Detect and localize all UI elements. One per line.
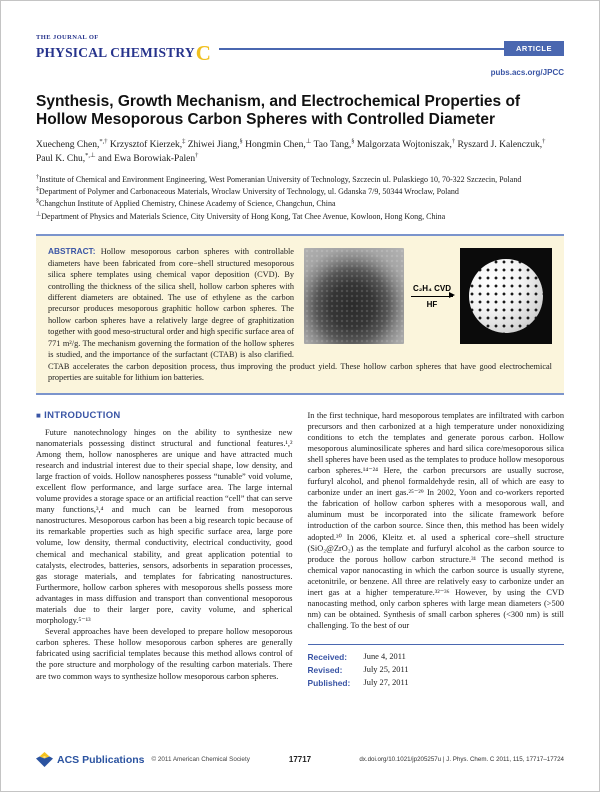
author-affiliation-mark: §: [239, 138, 243, 146]
author-affiliation-mark: *,†: [99, 138, 108, 146]
article-history-box: [308, 644, 565, 689]
affiliation-mark: †: [36, 174, 39, 181]
affiliation-text: Department of Polymer and Carbonaceous Materials, Wroclaw University of Technology, ul. Gdanska 7/9, 50344 Wroclaw, Poland: [39, 187, 459, 197]
affiliation: [36, 211, 564, 223]
page-header: [36, 35, 564, 64]
acs-publications-logo[interactable]: [36, 752, 250, 767]
journal-logo: [36, 35, 211, 64]
page-footer: [36, 752, 564, 767]
received-row: [308, 651, 565, 664]
abstract-text-wrap: Hollow mesoporous carbon spheres with controllable diameters have been fabricated from core−shell structured mesoporous silica sphere templates using chemical vapor deposition (CVD). By controlling the thickness of the silica shell, hollow carbon spheres with different diameters are obtained. The use of ethylene as the carbon precursor produces mesoporous graphitic hollow carbon spheres. The hollow carbon spheres have a relatively large degree of graphitization together with good meso-structural order and high specific: [48, 247, 294, 337]
right-column: [308, 410, 565, 690]
author-affiliation-mark: ‡: [182, 138, 186, 146]
body-columns: [36, 410, 564, 690]
header-rule: [219, 35, 564, 59]
revised-date: July 25, 2011: [363, 665, 409, 674]
affiliation-text: Changchun Institute of Applied Chemistry, Chinese Academy of Science, Changchun, China: [39, 199, 336, 209]
doi-citation[interactable]: dx.doi.org/10.1021/jp205257u | J. Phys. Chem. C 2011, 115, 17717–17724: [359, 756, 564, 763]
affiliation: [36, 186, 564, 198]
author-name: and Ewa Borowiak-Palen: [95, 153, 196, 164]
affiliation: [36, 174, 564, 186]
introduction-heading: [36, 410, 293, 421]
affiliation-text: Institute of Chemical and Environment Engineering, West Pomeranian University of Technology, Szczecin ul. Pulaskiego 10, 70-322 Szczecin, Poland: [39, 174, 522, 184]
introduction-heading-label: INTRODUCTION: [44, 409, 121, 421]
author-name: Zhiwei Jiang,: [185, 140, 240, 151]
affiliation-mark: ⊥: [36, 211, 42, 218]
published-date: July 27, 2011: [363, 677, 409, 687]
author-name: Xuecheng Chen,: [36, 140, 100, 151]
author-name: Hongmin Chen,: [242, 140, 306, 151]
author-affiliation-mark: †: [451, 138, 456, 146]
article-type-badge: ARTICLE: [504, 41, 564, 56]
paper-title: Synthesis, Growth Mechanism, and Electrochemical Properties of Hollow Mesoporous Carbon Spheres with Controlled Diameter: [36, 92, 521, 128]
author-name: Paul K. Chu,: [36, 153, 86, 164]
author-affiliation-mark: *,⊥: [85, 151, 96, 159]
received-label: Received:: [307, 652, 348, 663]
author-list: [36, 139, 564, 167]
revised-row: [308, 664, 565, 677]
acs-diamond-icon: [36, 752, 53, 767]
copyright-text: © 2011 American Chemical Society: [151, 756, 250, 763]
author-name: Ryszard J. Kalenczuk,: [455, 140, 543, 151]
abstract-text-continued: surface area of 771 m²/g. The mechanism governing the formation of the hollow spheres is studied, and the importance of the surfactant (CTAB) is also clarified. CTAB accelerates the carbon deposition process, thus improving the product yield. These hollow carbon spheres that have good electrochemical properties are suitable for lithium ion batteries.: [48, 327, 552, 383]
author-affiliation-mark: §: [351, 138, 355, 146]
author-affiliation-mark: †: [542, 138, 546, 146]
tem-sphere-image: [304, 248, 404, 344]
intro-paragraph-2: Several approaches have been developed to prepare hollow mesoporous carbon spheres. These hollow mesoporous carbon spheres are generally fabricated using sacrificial templates because this method allows control of the pore structure and morphology of the resulting carbon materials. There are two common ways to synthesize hollow mesoporous carbon spheres.: [36, 627, 293, 681]
intro-paragraph-3: In the first technique, hard mesoporous templates are infiltrated with carbon precursors and then carbonized at a high temperature under nonoxidizing conditions to etch the templates and generate porous carbon. Hollow mesoporous aluminosilicate spheres and hard silica core/mesoporous silica shell spheres have been used as the templates to produce hollow mesoporous carbon spheres.¹⁴⁻²⁴ Here, the carbon precursors are usually sucrose, furfuryl alcohol, and phenol formaldehyde resin, all of which are easy to carbonize under an inert gas.²⁵⁻²⁹ In 2002, Yoon and co-workers reported the fabrication of hollow carbon spheres with a mesoporous wall, and aluminum must be incorporated into the silicate framework before introduction of the carbon source. Since then, this method has been widely adopted.³⁰ In 2006, Kleitz et. al used a spherical core−shell structure (SiO₂@ZrO₂) as the template and furfuryl alcohol as the carbon source to produce the porous hollow carbon structure.³¹ The second method is chemical vapor nanocasting in which the carbon source is usually styrene, acetonitrile, or benzene. All three are relatively easy to carbonize under an inert gas at a higher temperature.³²⁻³⁶ However, by using the CVD nanocasting method, only carbon spheres with large mean diameters (>500 nm) can be obtained. Synthesis of small carbon spheres (<300 nm) is still challenging. To the best of our: [307, 410, 565, 631]
abstract-label: ABSTRACT:: [48, 246, 96, 257]
author-name: Krzysztof Kierzek,: [107, 140, 183, 151]
author-name: Malgorzata Wojtoniszak,: [354, 140, 452, 151]
author-affiliation-mark: †: [195, 151, 199, 159]
received-date: June 4, 2011: [363, 652, 406, 662]
hollow-sphere-image: [460, 248, 552, 344]
abstract-graphic: [304, 248, 552, 344]
reaction-condition-bottom: HF: [426, 299, 438, 309]
reaction-condition-top: C₂H₄ CVD: [412, 283, 452, 293]
page-number: 17717: [288, 755, 312, 764]
journal-logo-letter: C: [195, 40, 212, 65]
published-row: [308, 677, 565, 690]
journal-logo-top: THE JOURNAL OF: [36, 34, 99, 41]
intro-paragraph-1: Future nanotechnology hinges on the ability to synthesize new nanomaterials possessing distinct structural and functional features.¹,² Among them, hollow nanospheres are unique and have attracted much research and industrial interest due to their special shape, low density, and large fraction of voids. Hollow nanospheres possess “tunable” void volume, excellent flow performance, and large surface area. The large internal volume provides a storage space or an artificial reaction “cell” that can serve many functions,³,⁴ and much can be learned from mesoporous nanostructures. Mesoporous carbon has been a big research topic because of its remarkable properties such as high specific surface area, large pore volume, low density, thermal conductivity, electrical conductivity, good chemical and mechanical stability, and great application potential to catalysts, electrodes, batteries, sensors, adsorbents in separation processes, gas storage materials, and templates for fabricating nanostructures. Furthermore, hollow carbon spheres with mesoporous shells possess more advantages in mass diffusion and transport than conventional mesoporous materials due to their larger pore, cavity volume, and spherical morphology.⁵⁻¹³: [36, 427, 293, 626]
revised-label: Revised:: [307, 665, 343, 675]
author-name: Tao Tang,: [311, 140, 352, 151]
section-square-icon: ■: [36, 410, 42, 420]
affiliation-mark: §: [36, 198, 39, 205]
affiliation-text: Department of Physics and Materials Science, City University of Hong Kong, Tat Chee Avenue, Kowloon, Hong Kong, China: [41, 211, 446, 221]
reaction-scheme: [404, 284, 460, 309]
author-affiliation-mark: ⊥: [305, 138, 312, 146]
abstract-box: [36, 234, 564, 394]
acs-logo-text: ACS Publications: [57, 753, 145, 766]
journal-logo-title: PHYSICAL CHEMISTRY: [36, 44, 195, 60]
published-label: Published:: [307, 677, 351, 688]
porous-sphere-render: [469, 259, 543, 333]
journal-url-link[interactable]: pubs.acs.org/JPCC: [490, 67, 564, 77]
journal-logo-main: [36, 42, 211, 64]
affiliation: [36, 198, 564, 210]
left-column: [36, 410, 293, 690]
affiliation-mark: ‡: [36, 186, 39, 193]
affiliations: [36, 174, 564, 224]
reaction-arrow-icon: [411, 296, 453, 297]
